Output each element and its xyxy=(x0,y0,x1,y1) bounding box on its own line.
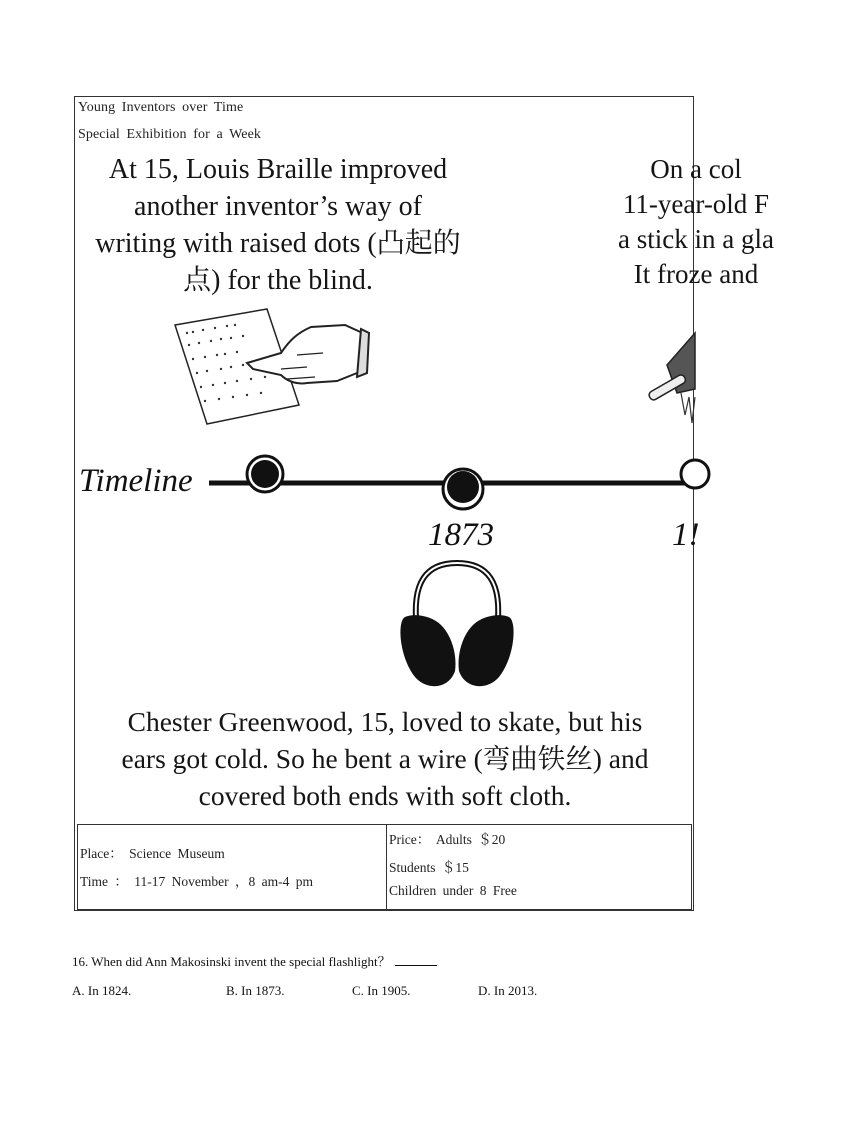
poster-title: Young Inventors over Time xyxy=(78,100,244,115)
option-a[interactable]: A. In 1824. xyxy=(72,983,132,998)
timeline-line xyxy=(209,456,709,509)
year-partial-label: 1! xyxy=(672,517,700,553)
price-students-cell: Students ＄15 xyxy=(389,860,469,875)
time-cell: Time ： 11-17 November ，8 am-4 pm xyxy=(80,874,313,889)
place-cell: Place： Science Museum xyxy=(80,846,225,861)
braille-description: At 15, Louis Braille improved another inventor’s way of writing with raised dots (凸起的点) for the blind. xyxy=(95,154,461,296)
exhibition-info-table xyxy=(77,824,692,910)
answer-blank[interactable] xyxy=(395,954,437,966)
timeline-label: Timeline xyxy=(79,463,193,499)
option-b[interactable]: B. In 1873. xyxy=(226,983,285,998)
earmuffs-description: Chester Greenwood, 15, loved to skate, but his ears got cold. So he bent a wire (弯曲铁丝) and covered both ends with soft cloth. xyxy=(121,706,649,811)
price-adults-cell: Price： Adults ＄20 xyxy=(389,832,506,847)
option-d[interactable]: D. In 2013. xyxy=(478,983,538,998)
poster-subtitle: Special Exhibition for a Week xyxy=(78,127,262,142)
year-1873-label: 1873 xyxy=(428,517,494,553)
popsicle-illustration xyxy=(648,333,695,423)
question-text: 16. When did Ann Makosinski invent the special flashlight？ xyxy=(72,954,391,969)
exhibition-poster xyxy=(74,96,774,911)
popsicle-description: On a col 11-year-old F a stick in a gla It froze and xyxy=(618,154,774,289)
question-16 xyxy=(72,951,437,970)
earmuffs-illustration xyxy=(400,563,513,686)
price-children-cell: Children under 8 Free xyxy=(389,883,517,898)
table-divider xyxy=(386,825,387,909)
option-c[interactable]: C. In 1905. xyxy=(352,983,411,998)
